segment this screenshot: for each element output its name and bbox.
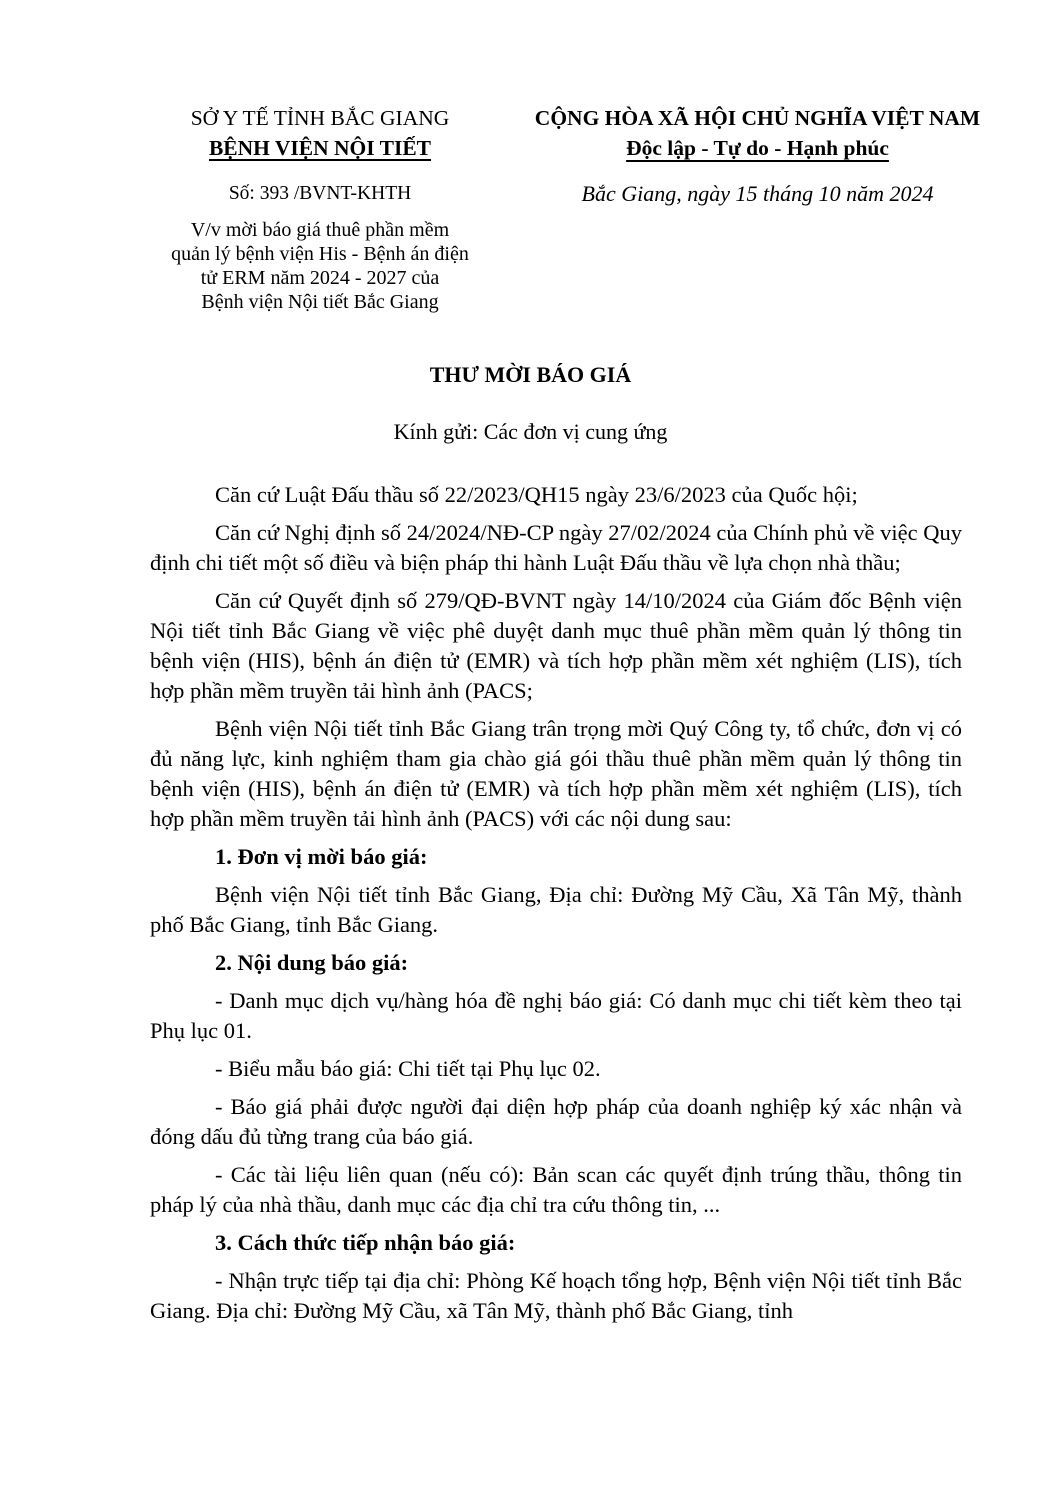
letter-title: THƯ MỜI BÁO GIÁ	[429, 362, 632, 387]
body-paragraph: - Biểu mẫu báo giá: Chi tiết tại Phụ lục 02.	[215, 1056, 601, 1081]
subject-line: quản lý bệnh viện His - Bệnh án điện	[171, 243, 469, 265]
national-motto: Độc lập - Tự do - Hạnh phúc	[626, 136, 889, 160]
document-number: Số: 393 /BVNT-KHTH	[228, 183, 412, 204]
section-heading: 2. Nội dung báo giá:	[215, 950, 409, 975]
body-paragraph: Bệnh viện Nội tiết tỉnh Bắc Giang, Địa chỉ: Đường Mỹ Cầu, Xã Tân Mỹ, thành phố Bắc Giang, tỉnh Bắc Giang.	[150, 882, 962, 937]
document-date: Bắc Giang, ngày 15 tháng 10 năm 2024	[581, 181, 934, 206]
greeting: Kính gửi: Các đơn vị cung ứng	[393, 419, 668, 444]
body-paragraph: Căn cứ Luật Đấu thầu số 22/2023/QH15 ngày 23/6/2023 của Quốc hội;	[215, 482, 858, 507]
body-paragraph: Căn cứ Nghị định số 24/2024/NĐ-CP ngày 27/02/2024 của Chính phủ về việc Quy định chi tiết một số điều và biện pháp thi hành Luật Đấu thầu về lựa chọn nhà thầu;	[150, 520, 962, 575]
nation-name: CỘNG HÒA XÃ HỘI CHỦ NGHĨA VIỆT NAM	[534, 106, 981, 130]
subject-line: V/v mời báo giá thuê phần mềm	[190, 219, 450, 241]
section-heading: 3. Cách thức tiếp nhận báo giá:	[215, 1230, 516, 1255]
hospital-name: BỆNH VIỆN NỘI TIẾT	[208, 136, 432, 160]
body-paragraph: - Nhận trực tiếp tại địa chỉ: Phòng Kế hoạch tổng hợp, Bệnh viện Nội tiết tỉnh Bắc Giang. Địa chỉ: Đường Mỹ Cầu, xã Tân Mỹ, thành phố Bắc Giang, tỉnh	[150, 1268, 962, 1323]
body-paragraph: Bệnh viện Nội tiết tỉnh Bắc Giang trân trọng mời Quý Công ty, tổ chức, đơn vị có đủ năng lực, kinh nghiệm tham gia chào giá gói thầu thuê phần mềm quản lý thông tin bệnh viện (HIS), bệnh án điện tử (EMR) và tích hợp phần mềm xét nghiệm (LIS), tích hợp phần mềm truyền tải hình ảnh (PACS) với các nội dung sau:	[150, 716, 962, 831]
document-subject	[150, 218, 490, 314]
body-paragraph: - Báo giá phải được người đại diện hợp pháp của doanh nghiệp ký xác nhận và đóng dấu đủ từng trang của báo giá.	[150, 1094, 962, 1149]
section-heading: 1. Đơn vị mời báo giá:	[215, 844, 428, 869]
national-header	[505, 103, 1010, 208]
letter-body	[150, 480, 962, 1326]
subject-line: Bệnh viện Nội tiết Bắc Giang	[201, 291, 439, 313]
body-paragraph: - Danh mục dịch vụ/hàng hóa đề nghị báo giá: Có danh mục chi tiết kèm theo tại Phụ lục 01.	[150, 988, 962, 1043]
body-paragraph: - Các tài liệu liên quan (nếu có): Bản scan các quyết định trúng thầu, thông tin pháp lý của nhà thầu, danh mục các địa chỉ tra cứu thông tin, ...	[150, 1162, 962, 1217]
department-name: SỞ Y TẾ TỈNH BẮC GIANG	[190, 106, 450, 130]
body-paragraph: Căn cứ Quyết định số 279/QĐ-BVNT ngày 14/10/2024 của Giám đốc Bệnh viện Nội tiết tỉnh Bắc Giang về việc phê duyệt danh mục thuê phần mềm quản lý thông tin bệnh viện (HIS), bệnh án điện tử (EMR) và tích hợp phần mềm xét nghiệm (LIS), tích hợp phần mềm truyền tải hình ảnh (PACS;	[150, 588, 962, 703]
subject-line: tử ERM năm 2024 - 2027 của	[200, 267, 440, 289]
issuer-block	[150, 103, 490, 314]
